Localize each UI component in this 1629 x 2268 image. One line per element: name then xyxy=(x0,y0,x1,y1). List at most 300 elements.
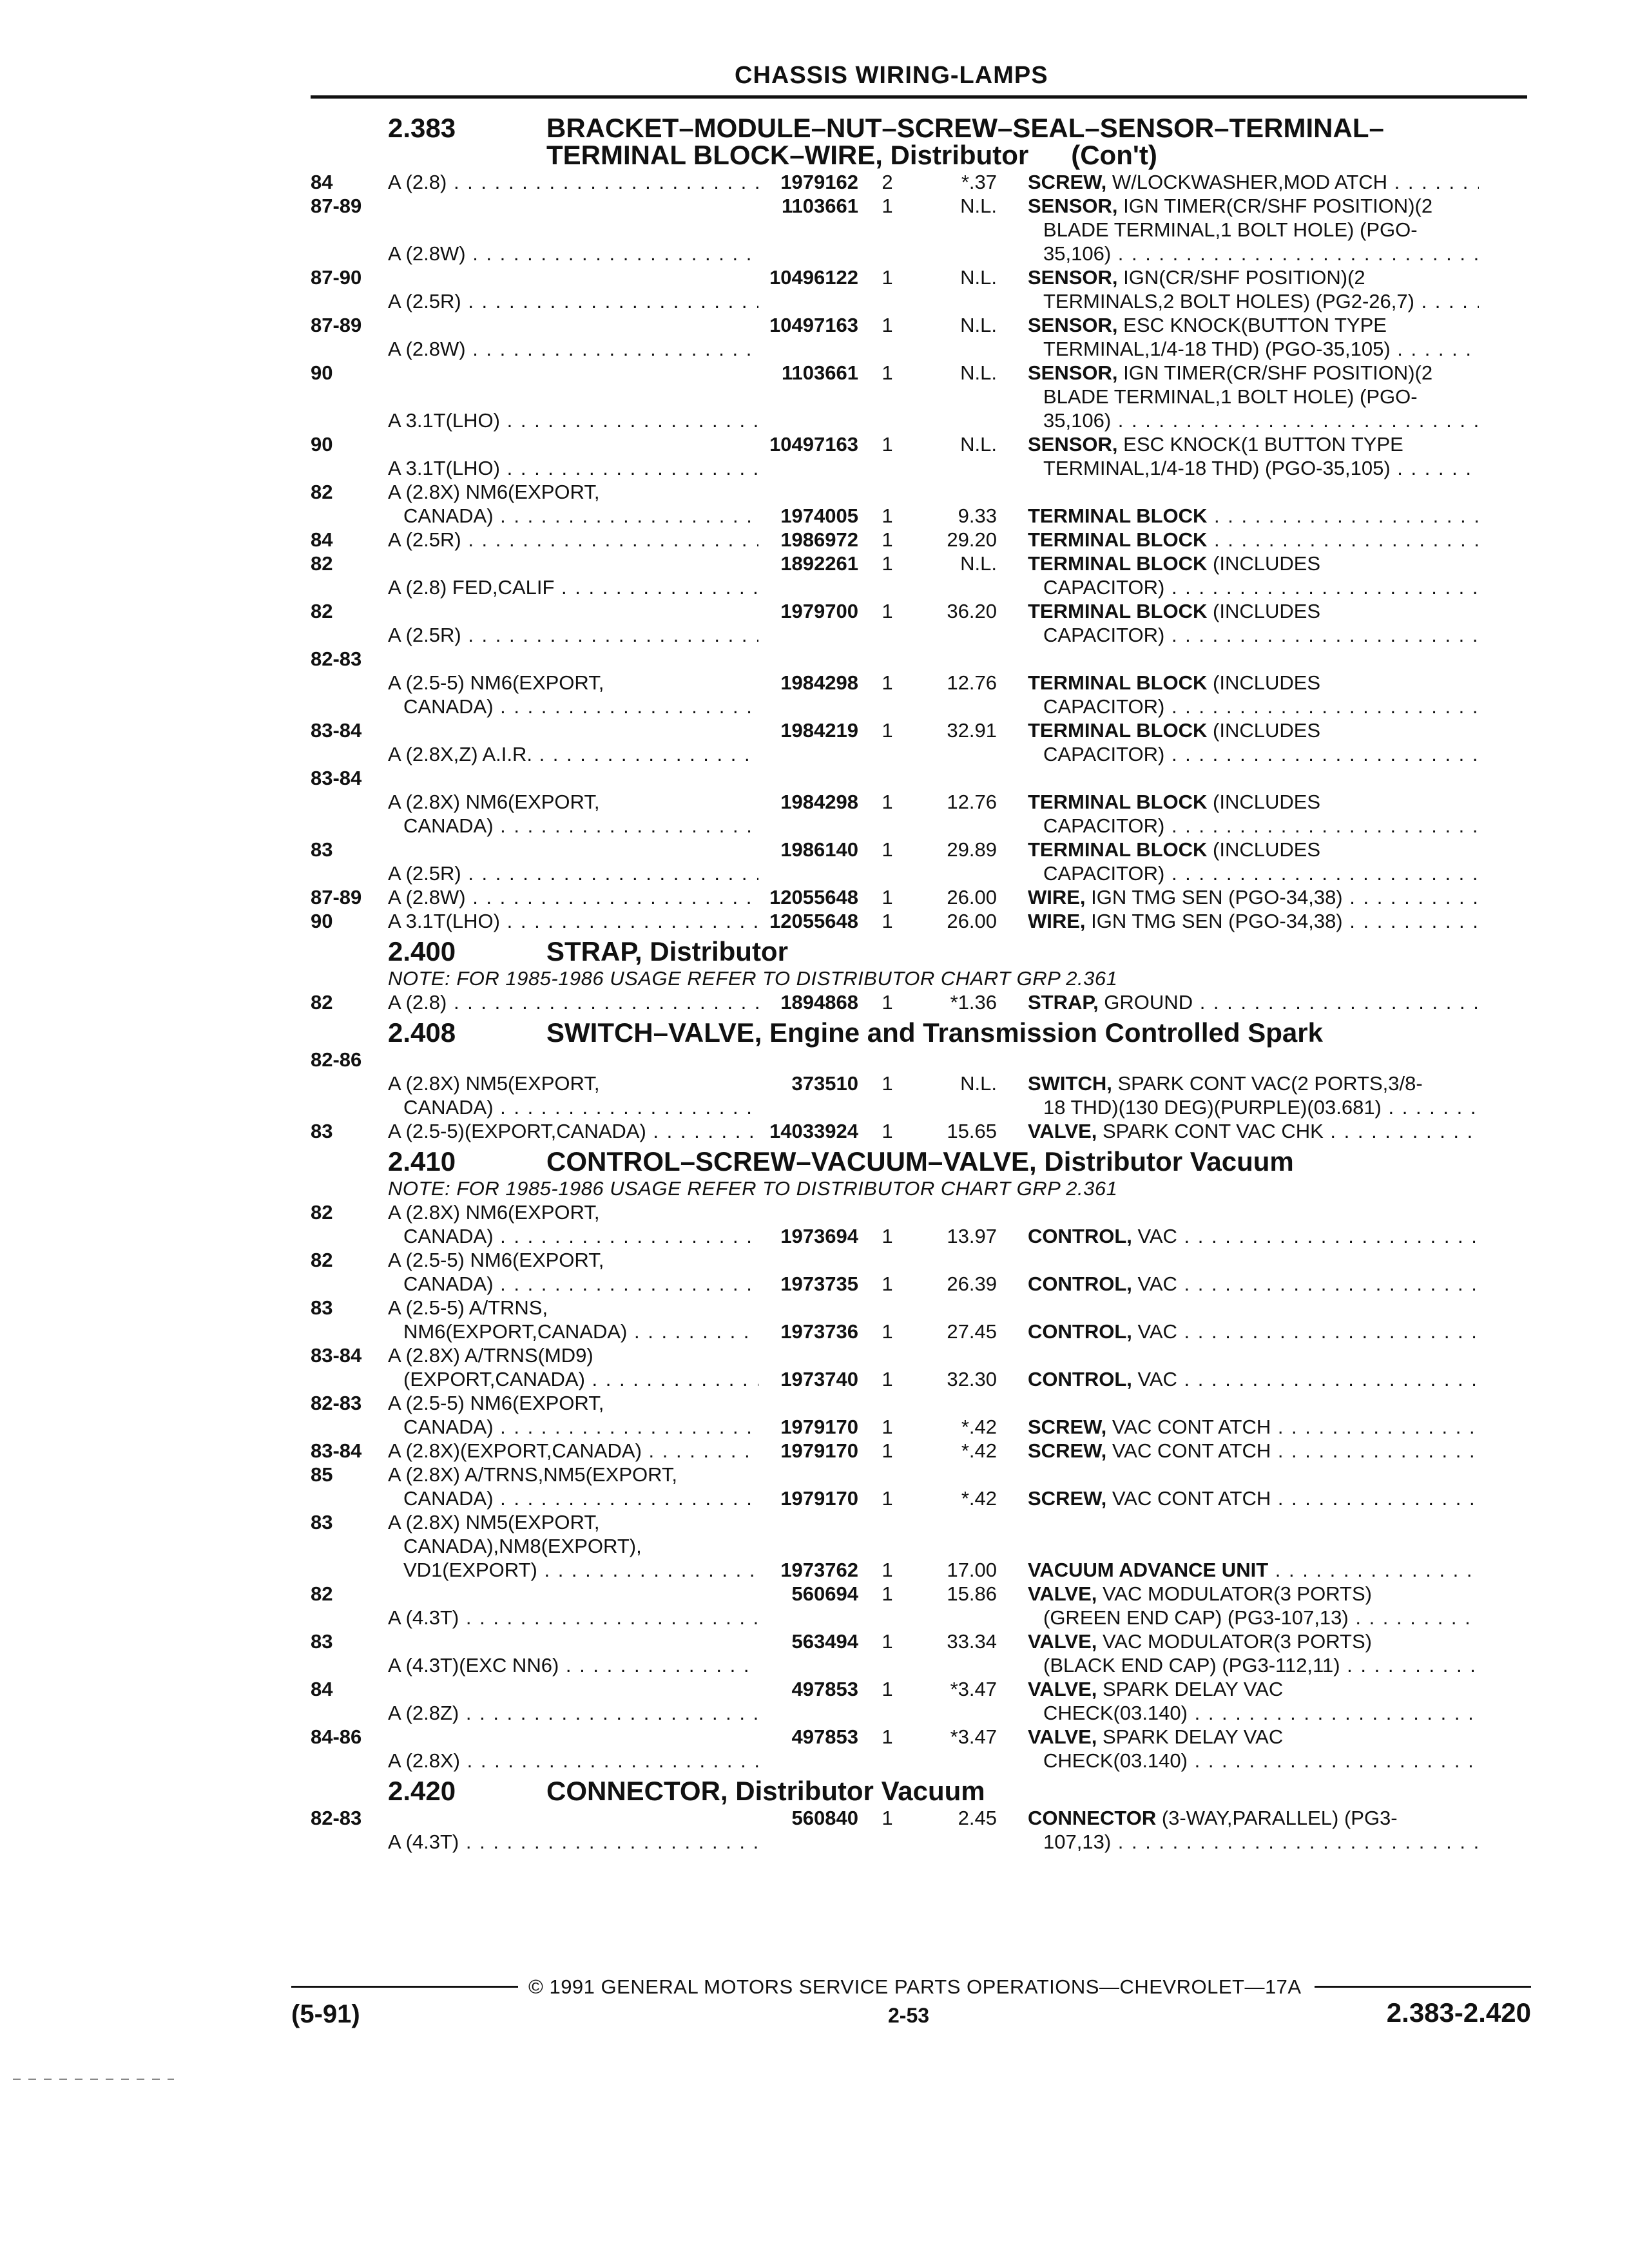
application xyxy=(388,790,758,838)
section-title xyxy=(311,1019,1528,1046)
description-line xyxy=(1028,1558,1479,1582)
part-number: 560840 xyxy=(791,1807,858,1829)
part-number: 1973694 xyxy=(780,1225,858,1247)
application xyxy=(388,575,758,599)
parts-row xyxy=(311,1629,1528,1677)
description-line: STRAP, GROUND . . . xyxy=(1028,990,1479,1014)
quantity: 1 xyxy=(882,195,893,217)
application-line: A (2.5R) . . . xyxy=(388,528,758,552)
application-line: A (2.5-5) A/TRNS, xyxy=(388,1296,548,1319)
description-line: TERMINAL BLOCK (INCLUDES xyxy=(1028,838,1321,861)
model-years: 82-83 xyxy=(311,1392,362,1414)
application-lines xyxy=(388,1463,758,1510)
model-years: 85 xyxy=(311,1463,333,1486)
price: 12.76 xyxy=(947,791,997,813)
model-years: 87-89 xyxy=(311,314,362,336)
application xyxy=(388,456,758,480)
model-years: 83 xyxy=(311,1630,333,1653)
quantity: 1 xyxy=(882,838,893,861)
application-lines xyxy=(388,1653,758,1677)
price: 13.97 xyxy=(947,1225,997,1247)
description-line: BLADE TERMINAL,1 BOLT HOLE) (PGO- xyxy=(1043,385,1418,408)
parts-row xyxy=(311,170,1528,194)
model-years: 90 xyxy=(311,361,333,384)
description-line: VALVE, SPARK CONT VAC CHK . . . xyxy=(1028,1119,1479,1143)
application-line: A (2.8X) NM6(EXPORT, xyxy=(388,481,600,503)
part-number: 1973740 xyxy=(780,1368,858,1390)
application-lines xyxy=(388,885,758,909)
application-line: A 3.1T(LHO) . . . xyxy=(388,909,758,933)
price: *1.36 xyxy=(950,991,997,1014)
parts-row xyxy=(311,1048,1528,1119)
application-line: A (2.8W) . . . xyxy=(388,242,758,265)
part-number: 1979170 xyxy=(780,1416,858,1438)
application-lines xyxy=(388,1343,758,1391)
description-keyword: CONTROL, xyxy=(1028,1273,1132,1295)
quantity: 1 xyxy=(882,1582,893,1605)
quantity: 1 xyxy=(882,1320,893,1343)
application-line: A (2.8X) NM6(EXPORT, xyxy=(388,791,600,813)
quantity: 1 xyxy=(882,1725,893,1748)
application xyxy=(388,1248,758,1296)
parts-row xyxy=(311,1248,1528,1296)
part-number: 497853 xyxy=(791,1678,858,1700)
application-lines xyxy=(388,861,758,885)
section-number: 2.383 xyxy=(388,113,456,143)
application xyxy=(388,742,758,766)
parts-row xyxy=(311,1725,1528,1773)
section-title-text xyxy=(546,938,1528,965)
application-line: A (2.8Z) . . . xyxy=(388,1701,758,1725)
model-years: 82 xyxy=(311,481,333,503)
part-number: 1103661 xyxy=(782,361,858,384)
parts-row xyxy=(311,432,1528,480)
part-number: 1979170 xyxy=(780,1439,858,1462)
application-lines xyxy=(388,1510,758,1582)
description xyxy=(1028,1725,1479,1773)
part-number: 373510 xyxy=(791,1072,858,1095)
section-title xyxy=(311,1778,1528,1805)
application-lines xyxy=(388,1701,758,1725)
application-line: CANADA) . . . xyxy=(388,1415,758,1439)
application-line: A (2.8) . . . xyxy=(388,170,758,194)
price: 12.76 xyxy=(947,671,997,694)
description-line: CAPACITOR) . . . xyxy=(1028,814,1479,838)
description-line: SENSOR, IGN TIMER(CR/SHF POSITION)(2 xyxy=(1028,195,1433,217)
application-line: A (2.5-5)(EXPORT,CANADA) . . . xyxy=(388,1119,758,1143)
footer-page-number: 2-53 xyxy=(888,2004,930,2027)
quantity: 1 xyxy=(882,552,893,575)
description xyxy=(1028,1072,1479,1119)
price: 29.20 xyxy=(947,528,997,551)
description-line: VALVE, SPARK DELAY VAC xyxy=(1028,1678,1284,1700)
parts-row xyxy=(311,265,1528,313)
part-number: 1973762 xyxy=(780,1559,858,1581)
description-keyword: VALVE, xyxy=(1028,1630,1097,1653)
model-years: 84 xyxy=(311,528,333,551)
application-line: (EXPORT,CANADA) . . . xyxy=(388,1367,758,1391)
application xyxy=(388,1072,758,1119)
description-line: 35,106) . . . xyxy=(1028,242,1479,265)
application xyxy=(388,861,758,885)
part-number: 10497163 xyxy=(769,314,858,336)
application xyxy=(388,1439,758,1463)
description xyxy=(1028,671,1479,718)
model-years: 82-83 xyxy=(311,648,362,670)
parts-row xyxy=(311,718,1528,766)
description-line: SCREW, VAC CONT ATCH . . . xyxy=(1028,1439,1479,1463)
footer-rule-left xyxy=(291,1986,518,1988)
parts-row xyxy=(311,1343,1528,1391)
part-number: 1986140 xyxy=(780,838,858,861)
application xyxy=(388,408,758,432)
application-lines xyxy=(388,1200,758,1248)
application xyxy=(388,1830,758,1854)
model-years: 84 xyxy=(311,1678,333,1700)
part-number: 10496122 xyxy=(769,266,858,289)
application-lines xyxy=(388,1119,758,1143)
description-keyword: TERMINAL BLOCK xyxy=(1028,719,1208,742)
part-number: 12055648 xyxy=(769,886,858,908)
model-years: 83 xyxy=(311,1120,333,1142)
section-continued-marker: (Con't) xyxy=(1071,140,1157,170)
parts-row xyxy=(311,1391,1528,1439)
part-number: 12055648 xyxy=(769,910,858,932)
quantity: 1 xyxy=(882,1678,893,1700)
part-number: 1973736 xyxy=(780,1320,858,1343)
description-keyword: CONNECTOR xyxy=(1028,1807,1157,1829)
quantity: 1 xyxy=(882,1368,893,1390)
application-lines xyxy=(388,1749,758,1773)
model-years: 82 xyxy=(311,1249,333,1271)
application-line: A (2.5R) . . . xyxy=(388,623,758,647)
price: *3.47 xyxy=(950,1725,997,1748)
description xyxy=(1028,1677,1479,1725)
application-line: CANADA) . . . xyxy=(388,1272,758,1296)
application-lines xyxy=(388,742,758,766)
price: 26.39 xyxy=(947,1273,997,1295)
model-years: 83-84 xyxy=(311,1344,362,1367)
part-number: 1979170 xyxy=(780,1487,858,1510)
description-line: SCREW, VAC CONT ATCH . . . xyxy=(1028,1415,1479,1439)
description-keyword: TERMINAL BLOCK xyxy=(1028,791,1208,813)
description-line: SCREW, W/LOCKWASHER,MOD ATCH . . . xyxy=(1028,170,1479,194)
description-line: VALVE, VAC MODULATOR(3 PORTS) xyxy=(1028,1582,1372,1605)
description-line: SENSOR, IGN(CR/SHF POSITION)(2 xyxy=(1028,266,1365,289)
quantity: 1 xyxy=(882,1559,893,1581)
quantity: 1 xyxy=(882,314,893,336)
application-lines xyxy=(388,242,758,265)
model-years: 83-84 xyxy=(311,767,362,789)
description-line: SENSOR, ESC KNOCK(1 BUTTON TYPE xyxy=(1028,433,1403,456)
section-title-line: BRACKET–MODULE–NUT–SCREW–SEAL–SENSOR–TERMINAL– xyxy=(546,113,1384,143)
application-line: A (2.8X)(EXPORT,CANADA) . . . xyxy=(388,1439,758,1463)
application xyxy=(388,1200,758,1248)
price: 17.00 xyxy=(947,1559,997,1581)
application-line: A (4.3T) . . . xyxy=(388,1606,758,1629)
part-number: 1984219 xyxy=(780,719,858,742)
description-line: TERMINAL,1/4-18 THD) (PGO-35,105) . . . xyxy=(1028,337,1479,361)
application-line: A (2.8) FED,CALIF . . . xyxy=(388,575,758,599)
model-years: 82 xyxy=(311,1582,333,1605)
application-lines xyxy=(388,408,758,432)
quantity: 1 xyxy=(882,886,893,908)
parts-row xyxy=(311,1510,1528,1582)
model-years: 82-83 xyxy=(311,1807,362,1829)
quantity: 1 xyxy=(882,791,893,813)
page-header-title: CHASSIS WIRING-LAMPS xyxy=(735,62,1048,89)
price: N.L. xyxy=(960,266,997,289)
application xyxy=(388,1463,758,1510)
description-line: WIRE, IGN TMG SEN (PGO-34,38) . . . xyxy=(1028,885,1479,909)
quantity: 1 xyxy=(882,671,893,694)
parts-row xyxy=(311,1296,1528,1343)
model-years: 82 xyxy=(311,991,333,1014)
description xyxy=(1028,504,1479,528)
description xyxy=(1028,909,1479,933)
price: N.L. xyxy=(960,552,997,575)
parts-row xyxy=(311,194,1528,265)
section-title-line: CONNECTOR, Distributor Vacuum xyxy=(546,1776,985,1806)
description xyxy=(1028,313,1479,361)
description-line: CONNECTOR (3-WAY,PARALLEL) (PG3- xyxy=(1028,1807,1398,1829)
part-number: 1894868 xyxy=(780,991,858,1014)
model-years: 83 xyxy=(311,838,333,861)
application-lines xyxy=(388,528,758,552)
price: 26.00 xyxy=(947,910,997,932)
application-line: A (2.8X) . . . xyxy=(388,1749,758,1773)
footer-date-code: (5-91) xyxy=(291,2000,360,2028)
application xyxy=(388,1510,758,1582)
application-lines xyxy=(388,170,758,194)
application-line: A (4.3T)(EXC NN6) . . . xyxy=(388,1653,758,1677)
application-line: A (2.8X) NM5(EXPORT, xyxy=(388,1511,600,1533)
description xyxy=(1028,1558,1479,1582)
application-lines xyxy=(388,1830,758,1854)
application-line: A (2.5R) . . . xyxy=(388,861,758,885)
description xyxy=(1028,838,1479,885)
price: *3.47 xyxy=(950,1678,997,1700)
model-years: 87-90 xyxy=(311,266,362,289)
quantity: 1 xyxy=(882,433,893,456)
parts-row xyxy=(311,885,1528,909)
description-line: CAPACITOR) . . . xyxy=(1028,623,1479,647)
description xyxy=(1028,990,1479,1014)
description-line: (BLACK END CAP) (PG3-112,11) . . . xyxy=(1028,1653,1479,1677)
part-number: 1974005 xyxy=(780,505,858,527)
section-title-text xyxy=(546,1019,1528,1046)
parts-row xyxy=(311,1200,1528,1248)
quantity: 1 xyxy=(882,1072,893,1095)
quantity: 1 xyxy=(882,719,893,742)
quantity: 1 xyxy=(882,600,893,622)
description-line: SCREW, VAC CONT ATCH . . . xyxy=(1028,1486,1479,1510)
section-note: NOTE: FOR 1985-1986 USAGE REFER TO DISTRIBUTOR CHART GRP 2.361 xyxy=(388,967,1118,990)
quantity: 1 xyxy=(882,505,893,527)
model-years: 82 xyxy=(311,1201,333,1224)
description-line: CAPACITOR) . . . xyxy=(1028,575,1479,599)
price: 32.30 xyxy=(947,1368,997,1390)
quantity: 1 xyxy=(882,1416,893,1438)
description xyxy=(1028,552,1479,599)
description-line: BLADE TERMINAL,1 BOLT HOLE) (PGO- xyxy=(1043,218,1418,241)
parts-row xyxy=(311,1677,1528,1725)
price: 32.91 xyxy=(947,719,997,742)
parts-row xyxy=(311,528,1528,552)
application-line: A (2.5R) . . . xyxy=(388,289,758,313)
part-number: 1984298 xyxy=(780,791,858,813)
description-keyword: CONTROL, xyxy=(1028,1368,1132,1390)
application-line: CANADA) . . . xyxy=(388,504,758,528)
price: 2.45 xyxy=(958,1807,997,1829)
quantity: 1 xyxy=(882,1487,893,1510)
description-keyword: TERMINAL BLOCK xyxy=(1028,552,1208,575)
description xyxy=(1028,1272,1479,1296)
part-number: 560694 xyxy=(791,1582,858,1605)
price: 29.89 xyxy=(947,838,997,861)
quantity: 1 xyxy=(882,266,893,289)
part-number: 1984298 xyxy=(780,671,858,694)
part-number: 497853 xyxy=(791,1725,858,1748)
quantity: 1 xyxy=(882,1807,893,1829)
description-keyword: VALVE, xyxy=(1028,1725,1097,1748)
parts-listing xyxy=(311,110,1528,1854)
description xyxy=(1028,1629,1479,1677)
section-title-text xyxy=(546,1148,1528,1175)
description-keyword: CONTROL, xyxy=(1028,1225,1132,1247)
description-keyword: STRAP, xyxy=(1028,991,1099,1014)
application xyxy=(388,1606,758,1629)
description xyxy=(1028,1320,1479,1343)
description-line: TERMINALS,2 BOLT HOLES) (PG2-26,7) . . . xyxy=(1028,289,1479,313)
quantity: 1 xyxy=(882,1630,893,1653)
part-number: 1979162 xyxy=(780,171,858,193)
application-lines xyxy=(388,456,758,480)
description-keyword: TERMINAL BLOCK xyxy=(1028,671,1208,694)
description xyxy=(1028,1806,1479,1854)
application-line: VD1(EXPORT) . . . xyxy=(388,1558,758,1582)
section-number: 2.408 xyxy=(388,1017,456,1048)
application xyxy=(388,242,758,265)
application-lines xyxy=(388,790,758,838)
footer-rule-right xyxy=(1315,1986,1531,1988)
description-keyword: SENSOR, xyxy=(1028,195,1118,217)
model-years: 90 xyxy=(311,433,333,456)
section-number: 2.400 xyxy=(388,936,456,966)
price: N.L. xyxy=(960,1072,997,1095)
application-line: A (2.8X) A/TRNS(MD9) xyxy=(388,1344,593,1367)
description xyxy=(1028,265,1479,313)
section-title-text xyxy=(546,115,1528,169)
header-rule xyxy=(311,95,1527,99)
part-number: 10497163 xyxy=(769,433,858,456)
description-line xyxy=(1028,504,1479,528)
description xyxy=(1028,718,1479,766)
description-keyword: SENSOR, xyxy=(1028,266,1118,289)
application-line: A (2.5-5) NM6(EXPORT, xyxy=(388,1392,604,1414)
model-years: 87-89 xyxy=(311,195,362,217)
description xyxy=(1028,1119,1479,1143)
description-line: WIRE, IGN TMG SEN (PGO-34,38) . . . xyxy=(1028,909,1479,933)
description-keyword: VALVE, xyxy=(1028,1678,1097,1700)
description-line: CONTROL, VAC . . . xyxy=(1028,1272,1479,1296)
description xyxy=(1028,599,1479,647)
description-keyword: TERMINAL BLOCK xyxy=(1028,505,1208,527)
price: 15.65 xyxy=(947,1120,997,1142)
description-keyword: SENSOR, xyxy=(1028,361,1118,384)
description-keyword: CONTROL, xyxy=(1028,1320,1132,1343)
application-line: CANADA) . . . xyxy=(388,1224,758,1248)
description xyxy=(1028,1224,1479,1248)
parts-row xyxy=(311,313,1528,361)
description xyxy=(1028,1367,1479,1391)
description-line: CONTROL, VAC . . . xyxy=(1028,1224,1479,1248)
application-lines xyxy=(388,1072,758,1119)
application-lines xyxy=(388,623,758,647)
quantity: 1 xyxy=(882,910,893,932)
description-line: SENSOR, ESC KNOCK(BUTTON TYPE xyxy=(1028,314,1387,336)
description xyxy=(1028,170,1479,194)
application-lines xyxy=(388,1296,758,1343)
description-keyword: TERMINAL BLOCK xyxy=(1028,600,1208,622)
model-years: 84-86 xyxy=(311,1725,362,1748)
section-title-text xyxy=(546,1778,1528,1805)
price: N.L. xyxy=(960,314,997,336)
description-line: CAPACITOR) . . . xyxy=(1028,861,1479,885)
application xyxy=(388,1119,758,1143)
description-keyword: VALVE, xyxy=(1028,1582,1097,1605)
section-title xyxy=(311,938,1528,965)
description-line: VALVE, VAC MODULATOR(3 PORTS) xyxy=(1028,1630,1372,1653)
description-line: VALVE, SPARK DELAY VAC xyxy=(1028,1725,1284,1748)
description-line: (GREEN END CAP) (PG3-107,13) . . . xyxy=(1028,1606,1479,1629)
application xyxy=(388,1749,758,1773)
application-line: A (2.8) . . . xyxy=(388,990,758,1014)
quantity: 1 xyxy=(882,361,893,384)
application-line: A (4.3T) . . . xyxy=(388,1830,758,1854)
section-title-line: CONTROL–SCREW–VACUUM–VALVE, Distributor Vacuum xyxy=(546,1146,1294,1177)
application xyxy=(388,1701,758,1725)
application-lines xyxy=(388,575,758,599)
description-line: TERMINAL,1/4-18 THD) (PGO-35,105) . . . xyxy=(1028,456,1479,480)
description-keyword: SCREW, xyxy=(1028,1487,1107,1510)
application-line: A (2.8X) NM5(EXPORT, xyxy=(388,1072,600,1095)
model-years: 83 xyxy=(311,1511,333,1533)
application-line: A (2.5-5) NM6(EXPORT, xyxy=(388,671,604,694)
application-line: NM6(EXPORT,CANADA) . . . xyxy=(388,1320,758,1343)
application xyxy=(388,480,758,528)
parts-row xyxy=(311,990,1528,1014)
parts-row xyxy=(311,647,1528,718)
part-number: 1986972 xyxy=(780,528,858,551)
description xyxy=(1028,361,1479,432)
description-line: CHECK(03.140) . . . xyxy=(1028,1701,1479,1725)
quantity: 1 xyxy=(882,1439,893,1462)
application-lines xyxy=(388,1391,758,1439)
description-line: CONTROL, VAC . . . xyxy=(1028,1320,1479,1343)
description-keyword: SENSOR, xyxy=(1028,433,1118,456)
application xyxy=(388,885,758,909)
description-line: TERMINAL BLOCK (INCLUDES xyxy=(1028,671,1321,694)
price: *.42 xyxy=(961,1487,997,1510)
part-number: 1103661 xyxy=(782,195,858,217)
description-line: CONTROL, VAC . . . xyxy=(1028,1367,1479,1391)
price: N.L. xyxy=(960,361,997,384)
description-line: 35,106) . . . xyxy=(1028,408,1479,432)
parts-row xyxy=(311,1439,1528,1463)
quantity: 1 xyxy=(882,1225,893,1247)
application xyxy=(388,289,758,313)
